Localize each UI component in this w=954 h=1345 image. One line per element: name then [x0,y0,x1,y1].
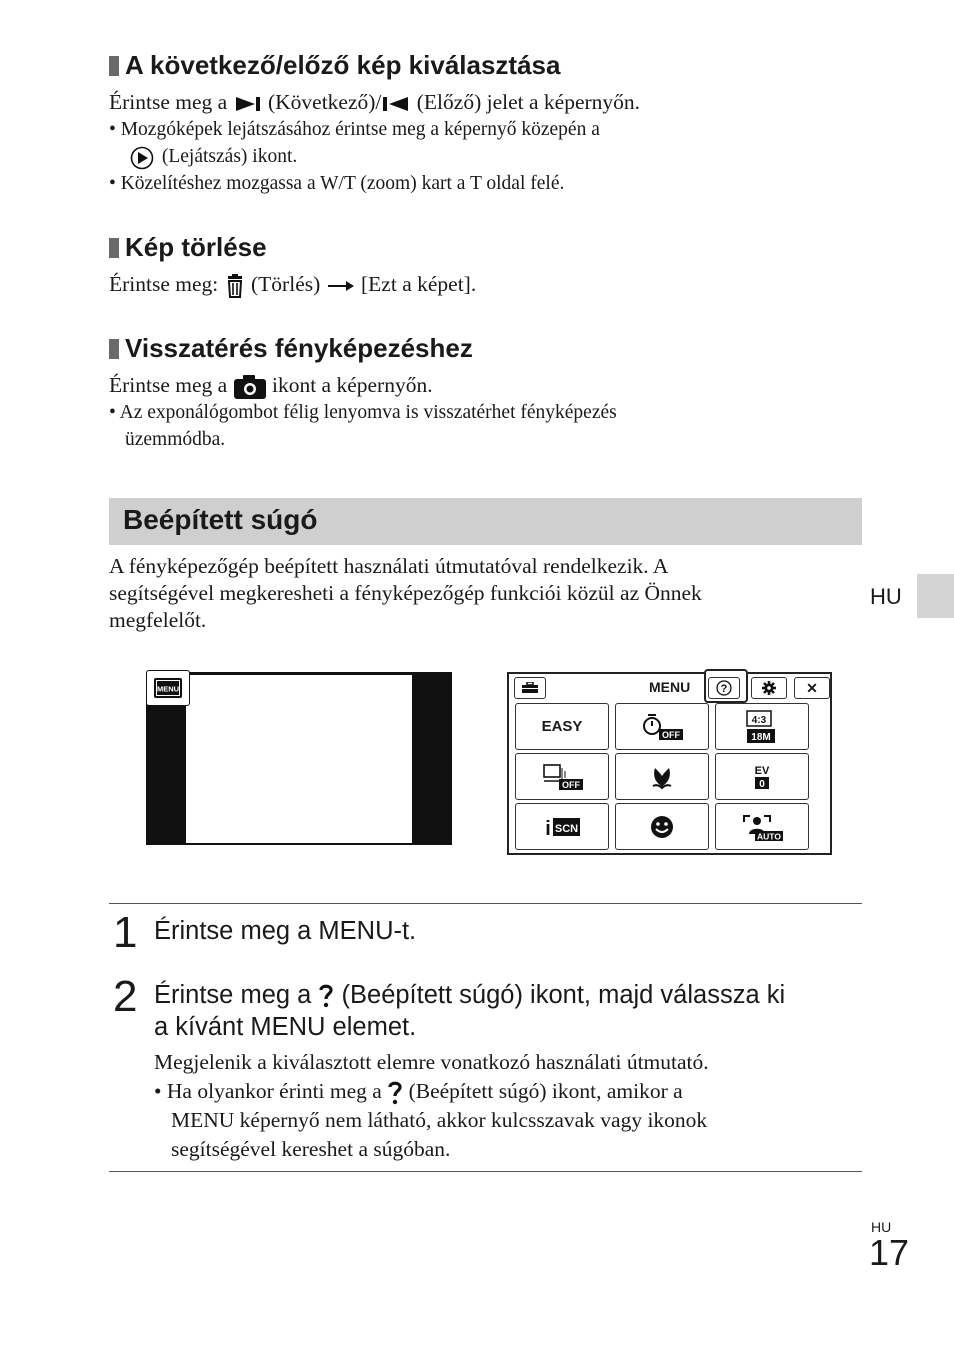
next-prev-instruction: Érintse meg a (Következő)/ (Előző) jelet a képernyőn. [109,90,641,114]
screen-image-area [186,675,412,843]
camera-icon [233,374,267,400]
help-button[interactable] [708,677,740,699]
off-label: OFF [562,779,580,790]
movie-playback-note: • Mozgóképek lejátszásához érintse meg a képernyő közepén a [109,119,600,140]
menu-icon-button[interactable] [146,670,190,706]
menu-label: MENU [649,679,691,695]
side-tab-marker [917,574,954,618]
svg-text:MENU: MENU [156,684,180,694]
settings-button[interactable] [751,677,787,699]
close-button[interactable] [794,677,830,699]
step-2-bullet-cont2: segítségével kereshet a súgóban. [171,1137,451,1161]
face-detection-button[interactable] [715,803,809,850]
delete-instruction: Érintse meg: (Törlés) [Ezt a képet]. [109,270,476,298]
self-timer-button[interactable] [615,703,709,750]
help-title: Beépített súgó [123,504,318,535]
help-icon [716,680,732,696]
step-1-number: 1 [113,908,138,957]
help-question-icon [387,1080,403,1106]
help-intro: A fényképezőgép beépített használati útmutatóval rendelkezik. A segítségével megkeresheti a fényképezőgép funkciói közül az Önnek megfelelőt. [109,554,702,632]
heading-back-to-shooting: Visszatérés fényképezéshez [109,333,473,364]
toolbox-icon [521,682,539,694]
page-number: 17 [869,1232,910,1273]
continuous-shooting-off-icon [540,762,584,792]
footer-language: HU [871,1219,892,1235]
shutter-note-cont: üzemmódba. [125,429,226,450]
face-detection-auto-icon [740,812,784,842]
gear-icon [762,681,776,695]
macro-flower-icon [649,764,675,790]
image-size-button[interactable] [715,703,809,750]
back-instruction: Érintse meg a ikont a képernyőn. [109,371,433,400]
toolbox-button[interactable] [514,677,546,699]
help-question-icon [318,983,334,1009]
step-2-title: Érintse meg a (Beépített súgó) ikont, majd válassza ki [154,981,786,1009]
self-timer-off-icon [640,712,684,742]
movie-playback-note-cont: (Lejátszás) ikont. [127,143,297,170]
step-2-bullet-cont1: MENU képernyő nem látható, akkor kulcsszavak vagy ikonok [171,1108,708,1132]
smile-icon [649,814,675,840]
help-glyph: ? [720,683,728,695]
zoom-note: • Közelítéshez mozgassa a W/T (zoom) kart a T oldal felé. [109,173,565,194]
steps-bottom-rule [109,1171,862,1172]
arrow-right-icon [326,279,356,293]
heading-next-prev: A következő/előző kép kiválasztása [109,50,560,81]
step-2-number: 2 [113,972,138,1021]
svg-text:i: i [545,817,551,840]
heading-marker [109,56,119,76]
off-label: OFF [662,729,680,740]
ev-icon [748,762,776,792]
next-icon [233,95,263,113]
auto-label: AUTO [757,831,781,841]
heading-marker [109,339,119,359]
scene-selection-button[interactable] [515,803,609,850]
menu-screen-illustration [507,672,832,855]
step-2-bullet: • Ha olyankor érinti meg a (Beépített súgó) ikont, amikor a [154,1077,683,1106]
trash-icon [224,274,246,298]
side-language-label: HU [870,584,902,609]
smile-shutter-button[interactable] [615,803,709,850]
menu-icon [153,677,183,699]
ev-label: EV [754,764,770,777]
step-2-title-cont: a kívánt MENU elemet. [154,1013,417,1041]
step-2-description: Megjelenik a kiválasztott elemre vonatkozó használati útmutató. [154,1050,709,1074]
steps-top-rule [109,903,862,904]
play-icon [127,146,157,170]
heading-marker [109,238,119,258]
heading-delete: Kép törlése [109,232,267,263]
section-banner-help [109,498,862,545]
step-1-title: Érintse meg a MENU-t. [154,917,417,945]
drive-mode-button[interactable] [515,753,609,800]
ev-value: 0 [759,778,765,790]
playback-screen-illustration [146,672,452,845]
image-size-icon [745,709,779,745]
size-label: 18M [751,731,771,743]
easy-label: EASY [541,718,583,735]
scn-label: SCN [554,822,579,835]
previous-icon [381,95,411,113]
ratio-label: 4:3 [751,714,767,726]
intelligent-scene-icon [542,814,582,840]
easy-mode-button[interactable] [515,703,609,750]
exposure-comp-button[interactable] [715,753,809,800]
macro-button[interactable] [615,753,709,800]
shutter-note: • Az exponálógombot félig lenyomva is visszatérhet fényképezés [109,402,617,423]
close-icon: ✕ [806,679,818,696]
